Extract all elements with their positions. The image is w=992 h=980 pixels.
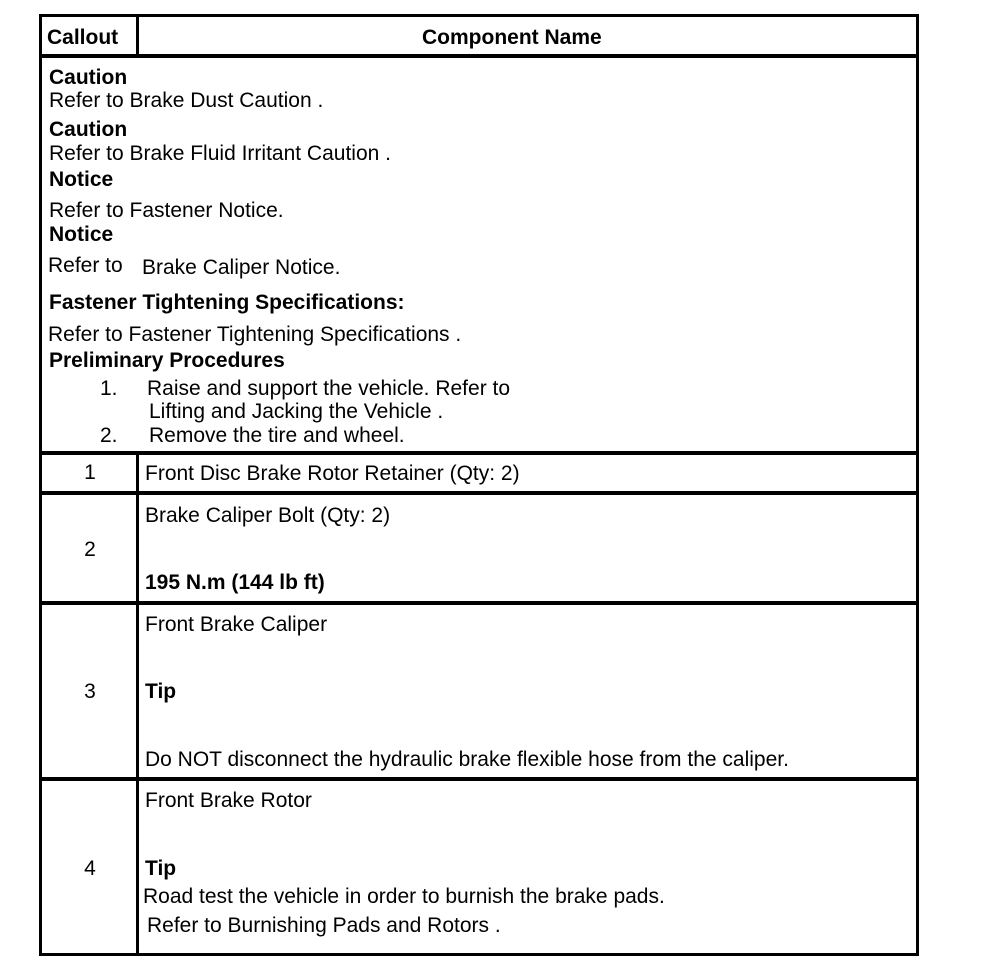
component-name: Front Disc Brake Rotor Retainer (Qty: 2): [145, 462, 520, 485]
component-name: Front Brake Caliper: [145, 613, 328, 636]
notice-text: Refer to Fastener Notice.: [49, 199, 284, 222]
caution-text: Refer to Brake Fluid Irritant Caution .: [49, 142, 391, 165]
torque-spec: 195 N.m (144 lb ft): [145, 571, 325, 594]
intro-divider: [42, 451, 916, 455]
component-name: Brake Caliper Bolt (Qty: 2): [145, 504, 391, 527]
tip-text: Road test the vehicle in order to burnish the brake pads.: [143, 885, 665, 908]
caution-title: Caution: [49, 118, 128, 141]
component-table: [39, 14, 919, 956]
row-divider: [42, 491, 916, 495]
tip-text: Do NOT disconnect the hydraulic brake flexible hose from the caliper.: [145, 748, 789, 771]
spec-title: Fastener Tightening Specifications:: [49, 291, 405, 314]
component-name: Front Brake Rotor: [145, 789, 312, 812]
tip-title: Tip: [145, 857, 177, 880]
notice-text: Brake Caliper Notice.: [142, 256, 341, 279]
prelim-title: Preliminary Procedures: [49, 349, 285, 372]
step-text: Remove the tire and wheel.: [149, 424, 405, 447]
header-component-name: Component Name: [422, 26, 602, 49]
step-text: Raise and support the vehicle. Refer to: [147, 377, 511, 400]
tip-text: Refer to Burnishing Pads and Rotors .: [147, 914, 501, 937]
step-number: 2.: [100, 424, 118, 447]
caution-text: Refer to Brake Dust Caution .: [49, 89, 324, 112]
notice-title: Notice: [49, 168, 114, 191]
step-text: Lifting and Jacking the Vehicle .: [149, 400, 444, 423]
notice-title: Notice: [49, 223, 114, 246]
caution-title: Caution: [49, 66, 128, 89]
row-divider: [42, 601, 916, 605]
callout-number: 4: [84, 857, 96, 880]
notice-text-prefix: Refer to: [48, 254, 123, 277]
callout-number: 2: [84, 538, 96, 561]
header-divider: [42, 54, 916, 58]
row-divider: [42, 777, 916, 781]
tip-title: Tip: [145, 680, 177, 703]
spec-text: Refer to Fastener Tightening Specifications .: [48, 323, 462, 346]
column-divider: [136, 17, 139, 56]
header-callout: Callout: [47, 26, 119, 49]
callout-number: 3: [84, 680, 96, 703]
step-number: 1.: [100, 377, 118, 400]
callout-number: 1: [84, 461, 96, 484]
